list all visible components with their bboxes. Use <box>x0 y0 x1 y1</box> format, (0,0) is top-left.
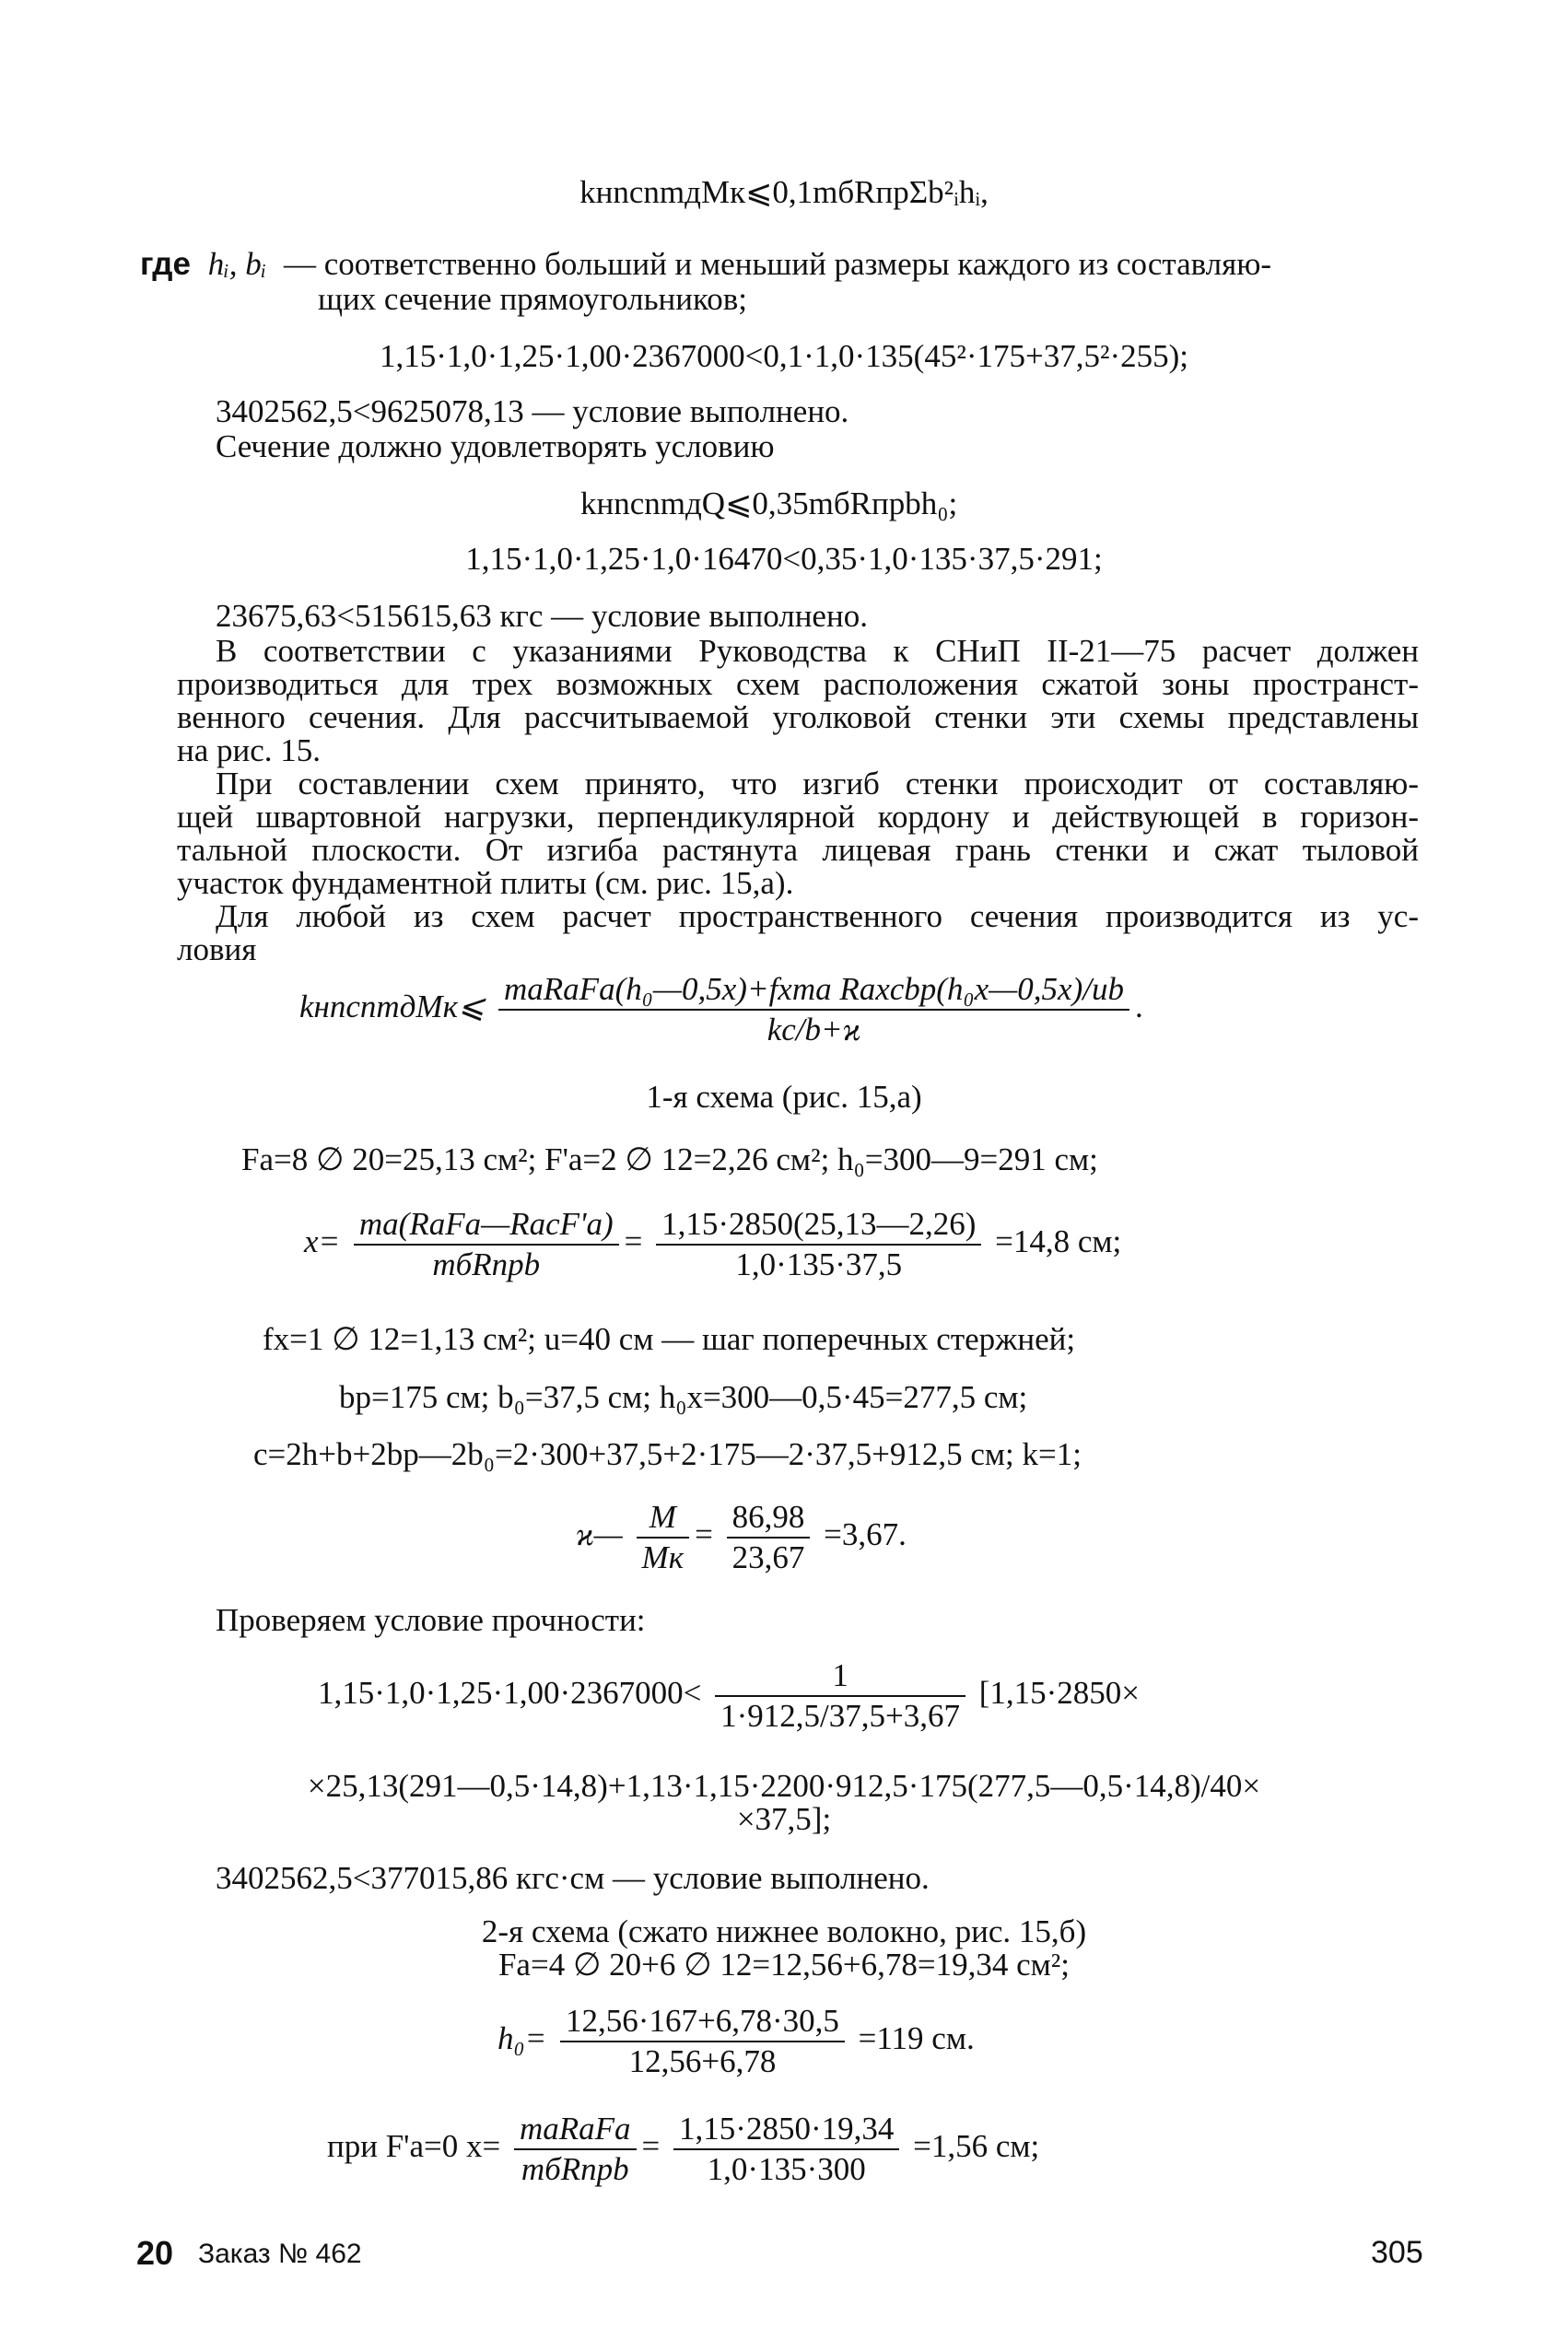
paragraph-2-line-1: При составлении схем принято, что изгиб стенки происходит от составляю- <box>216 766 1419 801</box>
formula-spatial-left: kнnсnmдMк⩽ <box>299 989 486 1025</box>
formula-c: c=2h+b+2bp—2b₀=2·300+37,5+2·175—2·37,5+912,5 см; k=1; <box>253 1436 1082 1472</box>
footer-sheet-number: 20 <box>136 2234 174 2272</box>
where-label: где <box>140 246 191 282</box>
formula-x-fraction-2 <box>656 1207 981 1282</box>
formula-kappa-right: =3,67. <box>824 1516 907 1553</box>
formula-x-num-1: ma(RaFa—RacF'a) <box>354 1207 619 1246</box>
paragraph-1-line-4: на рис. 15. <box>177 732 322 768</box>
formula-kappa-num-2: 86,98 <box>727 1500 811 1539</box>
formula-spatial-numerator: maRaFa(h₀—0,5x)+fxma Raxcbp(h₀x—0,5x)/ub <box>498 972 1129 1011</box>
paragraph-1-line-2: производиться для трех возможных схем расположения сжатой зоны пространст- <box>177 666 1419 702</box>
formula-x-right: =14,8 см; <box>995 1223 1122 1260</box>
formula-h0-right: =119 см. <box>858 2020 975 2057</box>
formula-strength-cont-2: ×37,5]; <box>736 1801 832 1837</box>
where-description-cont: щих сечение прямоугольников; <box>318 281 747 317</box>
formula-kappa-den-2: 23,67 <box>731 1539 805 1575</box>
formula-bp: bp=175 см; b₀=37,5 см; h₀x=300—0,5·45=277,5 см; <box>339 1379 1028 1415</box>
formula-shear-numeric: 1,15·1,0·1,25·1,0·16470<0,35·1,0·135·37,5·291; <box>465 541 1103 577</box>
scheme-1-heading: 1-я схема (рис. 15,а) <box>646 1079 922 1115</box>
formula-spatial-section: kнnсnmдMк⩽ maRaFa(h₀—0,5x)+fxma Raxcbp(h₀x—0,5x)/ub kc/b+ϰ . <box>299 971 1143 1047</box>
formula-x2-right: =1,56 см; <box>913 2128 1040 2165</box>
formula-x-num-2: 1,15·2850(25,13—2,26) <box>656 1207 981 1246</box>
formula-spatial-denominator: kc/b+ϰ <box>766 1012 861 1047</box>
formula-kappa-den-1: Mк <box>641 1539 685 1575</box>
paragraph-1-line-1: В соответствии с указаниями Руководства к СНиП II-21—75 расчет должен <box>216 633 1419 669</box>
formula-strength-num: 1 <box>715 1658 965 1697</box>
paragraph-1-line-3: венного сечения. Для рассчитываемой уголковой стенки эти схемы представлены <box>177 699 1419 735</box>
formula-x-den-1: mбRпрb <box>432 1246 541 1282</box>
section-condition-text: Сечение должно удовлетворять условию <box>216 428 775 464</box>
formula-kappa-left: ϰ— <box>576 1516 623 1553</box>
footer-order: Заказ № 462 <box>198 2239 362 2269</box>
formula-x2-fraction-1 <box>514 2112 637 2187</box>
where-line <box>140 247 1271 282</box>
formula-strength-right: [1,15·2850× <box>978 1675 1141 1712</box>
scheme-2-heading: 2-я схема (сжато нижнее волокно, рис. 15,б) <box>481 1913 1087 1949</box>
formula-kappa: ϰ— M Mк = $\frac{86,98}{23,67}$ =3,67. <box>576 1499 907 1575</box>
formula-fx: fx=1 ∅ 12=1,13 см²; u=40 см — шаг поперечных стержней; <box>263 1321 1076 1357</box>
formula-strength-fraction <box>715 1658 965 1734</box>
formula-spatial-fraction <box>498 972 1129 1047</box>
formula-x-scheme2: при F'a=0 x= maRaFa mбRпрb = $\frac{1,15\cdot 2850\cdot 19,34}{1,0\cdot 135\cdot 300}$ =1,56 см; <box>327 2111 1040 2187</box>
formula-x2-fraction-2 <box>673 2112 899 2187</box>
formula-x2-num-1: maRaFa <box>514 2112 637 2150</box>
formula-bending-condition: kнnсnmдMк⩽0,1mбRпрΣb²ᵢhᵢ, <box>579 174 989 210</box>
result-line-1: 3402562,5<9625078,13 — условие выполнено. <box>216 393 849 429</box>
formula-x-left: x= <box>304 1223 341 1260</box>
formula-h0-fraction <box>560 2004 845 2079</box>
formula-h0-num: 12,56·167+6,78·30,5 <box>560 2004 845 2042</box>
formula-kappa-fraction-1 <box>637 1500 690 1575</box>
paragraph-2-line-2: щей швартовной нагрузки, перпендикулярной кордону и действующей в горизон- <box>177 799 1419 835</box>
formula-x2-left: при F'a=0 x= <box>327 2128 501 2165</box>
formula-bending-numeric: 1,15·1,0·1,25·1,00·2367000<0,1·1,0·135(45²·175+37,5²·255); <box>380 338 1188 374</box>
formula-h0-den: 12,56+6,78 <box>628 2043 777 2079</box>
formula-strength-den: 1·912,5/37,5+3,67 <box>720 1698 960 1734</box>
formula-x-height: x= ma(RaFa—RacF'a) mбRпрb = $\frac{1,15\cdot 2850(25,13—2,26)}{1,0\cdot 135\cdot 37,5}$ =14,8 см; <box>304 1206 1122 1282</box>
paragraph-3-line-1: Для любой из схем расчет пространственного сечения производится из ус- <box>216 898 1419 934</box>
formula-x2-den-2: 1,0·135·300 <box>707 2151 866 2187</box>
formula-strength-check <box>318 1658 1140 1734</box>
formula-scheme1-areas: Fa=8 ∅ 20=25,13 см²; F'a=2 ∅ 12=2,26 см²; h₀=300—9=291 см; <box>241 1141 1098 1177</box>
formula-h0-left: h₀= <box>497 2020 547 2057</box>
where-description: — соответственно больший и меньший размеры каждого из составляю- <box>284 246 1272 282</box>
formula-strength-cont-1: ×25,13(291—0,5·14,8)+1,13·1,15·2200·912,5·175(277,5—0,5·14,8)/40× <box>307 1768 1261 1804</box>
formula-kappa-num-1: M <box>637 1500 690 1539</box>
paragraph-3-line-2: ловия <box>177 931 257 967</box>
formula-h0 <box>497 2004 975 2079</box>
page-number: 305 <box>1371 2235 1423 2270</box>
formula-kappa-fraction-2 <box>727 1500 811 1575</box>
formula-x-fraction-1 <box>354 1207 619 1282</box>
result-line-3: 3402562,5<377015,86 кгс·см — условие выполнено. <box>216 1860 930 1896</box>
formula-x2-num-2: 1,15·2850·19,34 <box>673 2112 899 2150</box>
check-strength-text: Проверяем условие прочности: <box>216 1602 646 1638</box>
formula-scheme2-area: Fa=4 ∅ 20+6 ∅ 12=12,56+6,78=19,34 см²; <box>497 1947 1071 1983</box>
where-variables: hᵢ, bᵢ <box>207 246 267 282</box>
result-line-2: 23675,63<515615,63 кгс — условие выполнено. <box>216 598 868 634</box>
formula-x2-den-1: mбRпрb <box>521 2151 629 2187</box>
formula-shear-condition: kнnсnmдQ⩽0,35mбRпрbh₀; <box>580 486 958 521</box>
formula-strength-left: 1,15·1,0·1,25·1,00·2367000< <box>318 1675 702 1712</box>
paragraph-2-line-4: участок фундаментной плиты (см. рис. 15,а). <box>177 865 794 901</box>
paragraph-2-line-3: тальной плоскости. От изгиба растянута лицевая грань стенки и сжат тыловой <box>177 832 1419 868</box>
formula-x-den-2: 1,0·135·37,5 <box>735 1246 903 1282</box>
